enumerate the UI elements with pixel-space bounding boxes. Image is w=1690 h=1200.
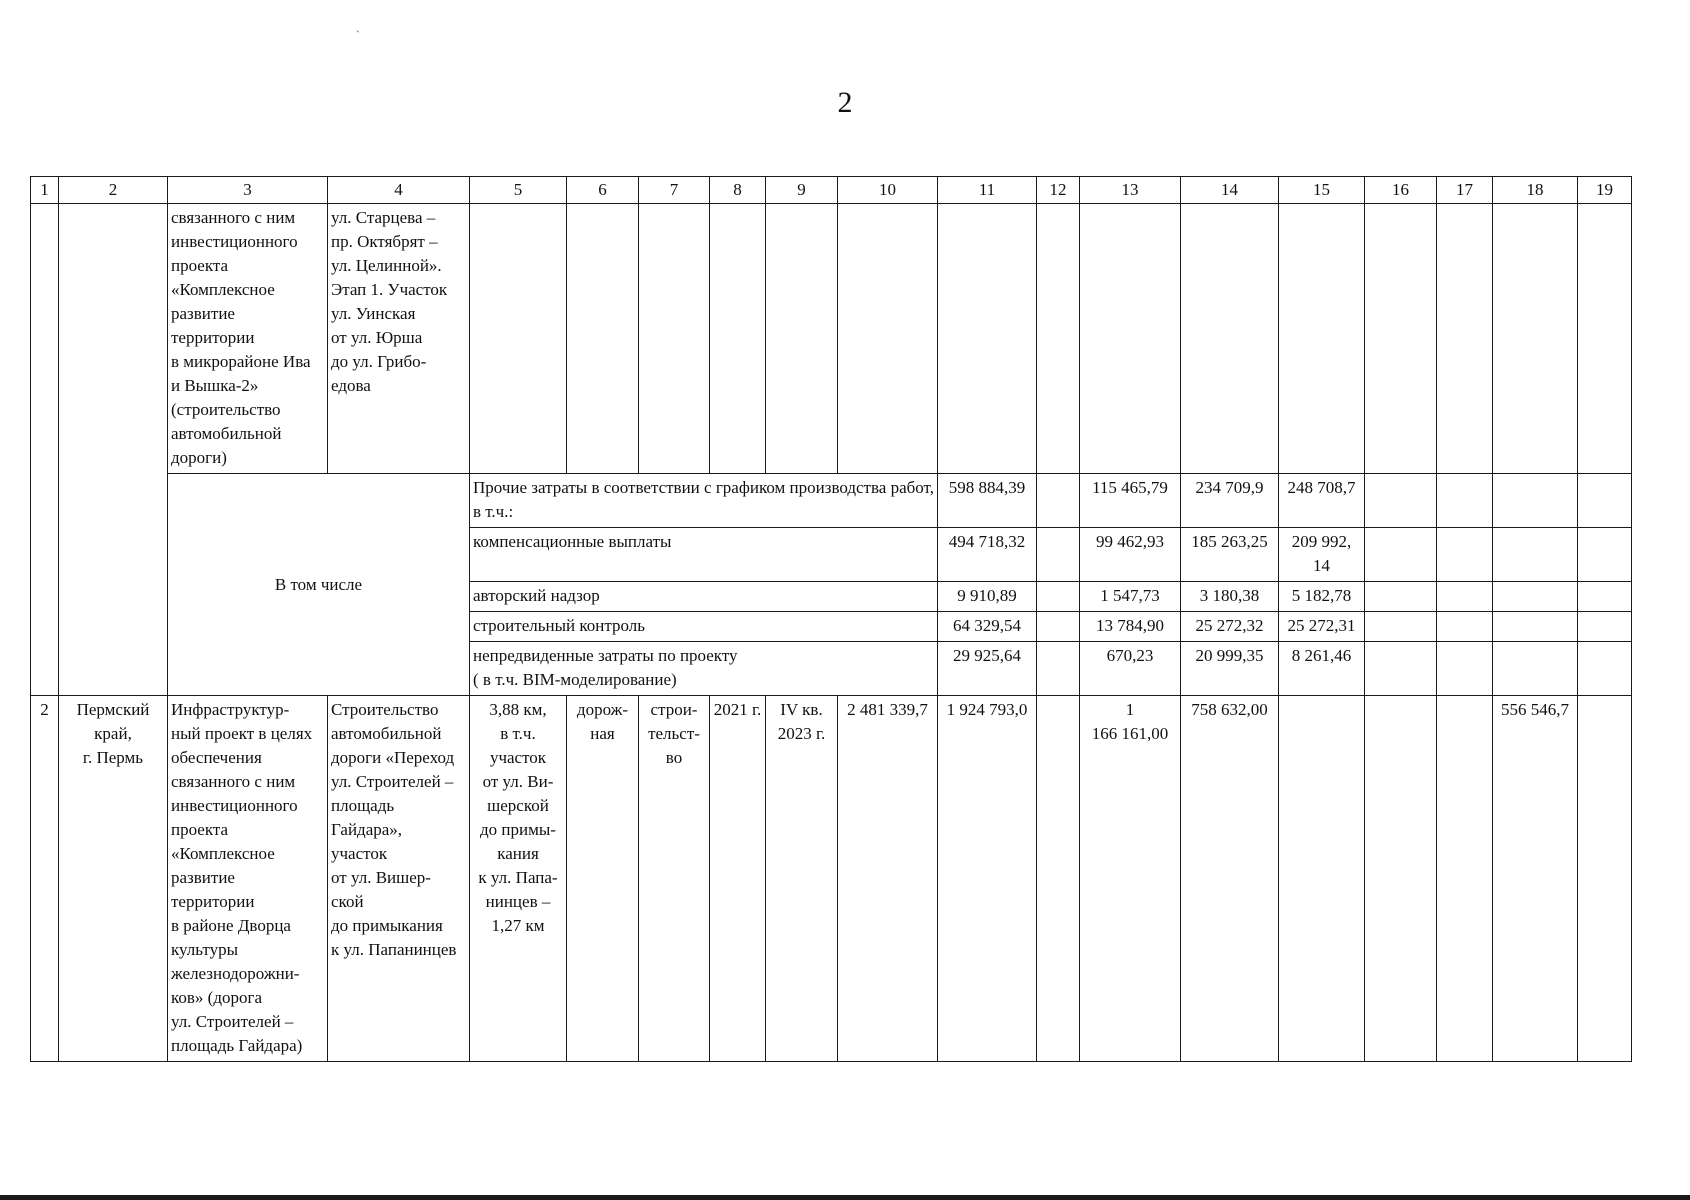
column-number: 10	[838, 177, 938, 204]
work-type-cell: строи- тельст- во	[639, 696, 710, 1062]
table-cell	[1578, 528, 1632, 582]
table-cell	[31, 204, 59, 696]
table-cell	[1437, 696, 1493, 1062]
column-number: 16	[1365, 177, 1437, 204]
amount-2021: 1 547,73	[1080, 582, 1181, 612]
table-cell	[1037, 612, 1080, 642]
table-cell	[1365, 696, 1437, 1062]
amount-2022: 25 272,32	[1181, 612, 1279, 642]
table-cell	[710, 204, 766, 474]
table-cell	[1493, 582, 1578, 612]
amount-2023: 209 992, 14	[1279, 528, 1365, 582]
table-cell	[1037, 204, 1080, 474]
table-cell	[639, 204, 710, 474]
column-number-row	[31, 177, 1632, 204]
table-cell	[1365, 642, 1437, 696]
amount-2022: 185 263,25	[1181, 528, 1279, 582]
table-cell	[938, 204, 1037, 474]
table-cell	[1037, 528, 1080, 582]
column-number: 15	[1279, 177, 1365, 204]
table-cell	[59, 204, 168, 696]
amount-col18: 556 546,7	[1493, 696, 1578, 1062]
cost-item-name: компенсационные выплаты	[470, 528, 938, 582]
capacity-cell: 3,88 км, в т.ч. участок от ул. Ви- шерской до примы- кания к ул. Папа- нинцев – 1,27 км	[470, 696, 567, 1062]
scan-speck: `	[356, 28, 360, 42]
amount-2023: 248 708,7	[1279, 474, 1365, 528]
table-cell	[1493, 528, 1578, 582]
amount-2021: 670,23	[1080, 642, 1181, 696]
row-number: 2	[31, 696, 59, 1062]
amount-2022: 3 180,38	[1181, 582, 1279, 612]
table-cell	[1365, 582, 1437, 612]
page-number: 2	[837, 86, 853, 119]
amount-total: 9 910,89	[938, 582, 1037, 612]
amount-total: 598 884,39	[938, 474, 1037, 528]
object-name-cell: Строительство автомобильной дороги «Переход ул. Строителей – площадь Гайдара», участок от ул. Вишер- ской до примыкания к ул. Папанинцев	[328, 696, 470, 1062]
table-cell	[1437, 612, 1493, 642]
amount-2022: 20 999,35	[1181, 642, 1279, 696]
table-cell	[1279, 696, 1365, 1062]
scan-edge-bar	[0, 1195, 1690, 1200]
table-cell	[1578, 612, 1632, 642]
amount-total: 494 718,32	[938, 528, 1037, 582]
table-cell	[1578, 642, 1632, 696]
table-cell	[1578, 582, 1632, 612]
table-cell	[1578, 204, 1632, 474]
amount-total: 64 329,54	[938, 612, 1037, 642]
table-cell	[1493, 642, 1578, 696]
table-cell	[1493, 474, 1578, 528]
amount-2021: 1 166 161,00	[1080, 696, 1181, 1062]
amount-total: 29 925,64	[938, 642, 1037, 696]
cost-item-name: строительный контроль	[470, 612, 938, 642]
amount-2021: 99 462,93	[1080, 528, 1181, 582]
table-cell	[1037, 642, 1080, 696]
table-cell	[567, 204, 639, 474]
table-cell	[1365, 528, 1437, 582]
cost-item-name: непредвиденные затраты по проекту ( в т.ч. BIM-моделирование)	[470, 642, 938, 696]
amount-2023: 5 182,78	[1279, 582, 1365, 612]
object-type-cell: дорож- ная	[567, 696, 639, 1062]
column-number: 12	[1037, 177, 1080, 204]
table-cell	[1578, 696, 1632, 1062]
table-cell	[1437, 642, 1493, 696]
column-number: 19	[1578, 177, 1632, 204]
column-number: 14	[1181, 177, 1279, 204]
project-purpose-cell: Инфраструктур- ный проект в целях обеспечения связанного с ним инвестиционного проекта «Комплексное развитие территории в районе Дворца культуры железнодорожни- ков» (дорога ул. Строителей – площадь Гайдара)	[168, 696, 328, 1062]
subtotal-label: В том числе	[168, 474, 470, 696]
table-cell	[838, 204, 938, 474]
amount-2021: 115 465,79	[1080, 474, 1181, 528]
table-cell	[1493, 612, 1578, 642]
table-cell	[470, 204, 567, 474]
estimated-cost-cell: 2 481 339,7	[838, 696, 938, 1062]
column-number: 13	[1080, 177, 1181, 204]
table-cell	[1578, 474, 1632, 528]
table-cell	[1437, 474, 1493, 528]
column-number: 8	[710, 177, 766, 204]
region-cell: Пермский край, г. Пермь	[59, 696, 168, 1062]
amount-total: 1 924 793,0	[938, 696, 1037, 1062]
table-cell	[1437, 204, 1493, 474]
table-row	[31, 204, 1632, 474]
column-number: 3	[168, 177, 328, 204]
column-number: 17	[1437, 177, 1493, 204]
table-cell	[1493, 204, 1578, 474]
column-number: 4	[328, 177, 470, 204]
amount-2022: 234 709,9	[1181, 474, 1279, 528]
table-cell	[1365, 612, 1437, 642]
table-cell	[766, 204, 838, 474]
start-year-cell: 2021 г.	[710, 696, 766, 1062]
column-number: 5	[470, 177, 567, 204]
table-cell	[1365, 204, 1437, 474]
column-number: 18	[1493, 177, 1578, 204]
project-purpose-cell: связанного с ним инвестиционного проекта «Комплексное развитие территории в микрорайоне Ива и Вышка-2» (строительство автомобильной дороги)	[168, 204, 328, 474]
table-cell	[1279, 204, 1365, 474]
column-number: 9	[766, 177, 838, 204]
object-name-cell: ул. Старцева – пр. Октябрят – ул. Целинной». Этап 1. Участок ул. Уинская от ул. Юрша до ул. Грибо- едова	[328, 204, 470, 474]
cost-item-name: Прочие затраты в соответствии с графиком производства работ, в т.ч.:	[470, 474, 938, 528]
table-cell	[1037, 582, 1080, 612]
column-number: 1	[31, 177, 59, 204]
table-cell	[1437, 528, 1493, 582]
amount-2023: 8 261,46	[1279, 642, 1365, 696]
column-number: 11	[938, 177, 1037, 204]
amount-2021: 13 784,90	[1080, 612, 1181, 642]
end-date-cell: IV кв. 2023 г.	[766, 696, 838, 1062]
amount-2023: 25 272,31	[1279, 612, 1365, 642]
table-cell	[1037, 696, 1080, 1062]
table-row	[31, 474, 1632, 528]
table-row	[31, 696, 1632, 1062]
table-cell	[1037, 474, 1080, 528]
financing-table	[30, 176, 1632, 1062]
table-cell	[1437, 582, 1493, 612]
column-number: 2	[59, 177, 168, 204]
table-cell	[1181, 204, 1279, 474]
column-number: 7	[639, 177, 710, 204]
cost-item-name: авторский надзор	[470, 582, 938, 612]
amount-2022: 758 632,00	[1181, 696, 1279, 1062]
table-cell	[1080, 204, 1181, 474]
table-cell	[1365, 474, 1437, 528]
column-number: 6	[567, 177, 639, 204]
